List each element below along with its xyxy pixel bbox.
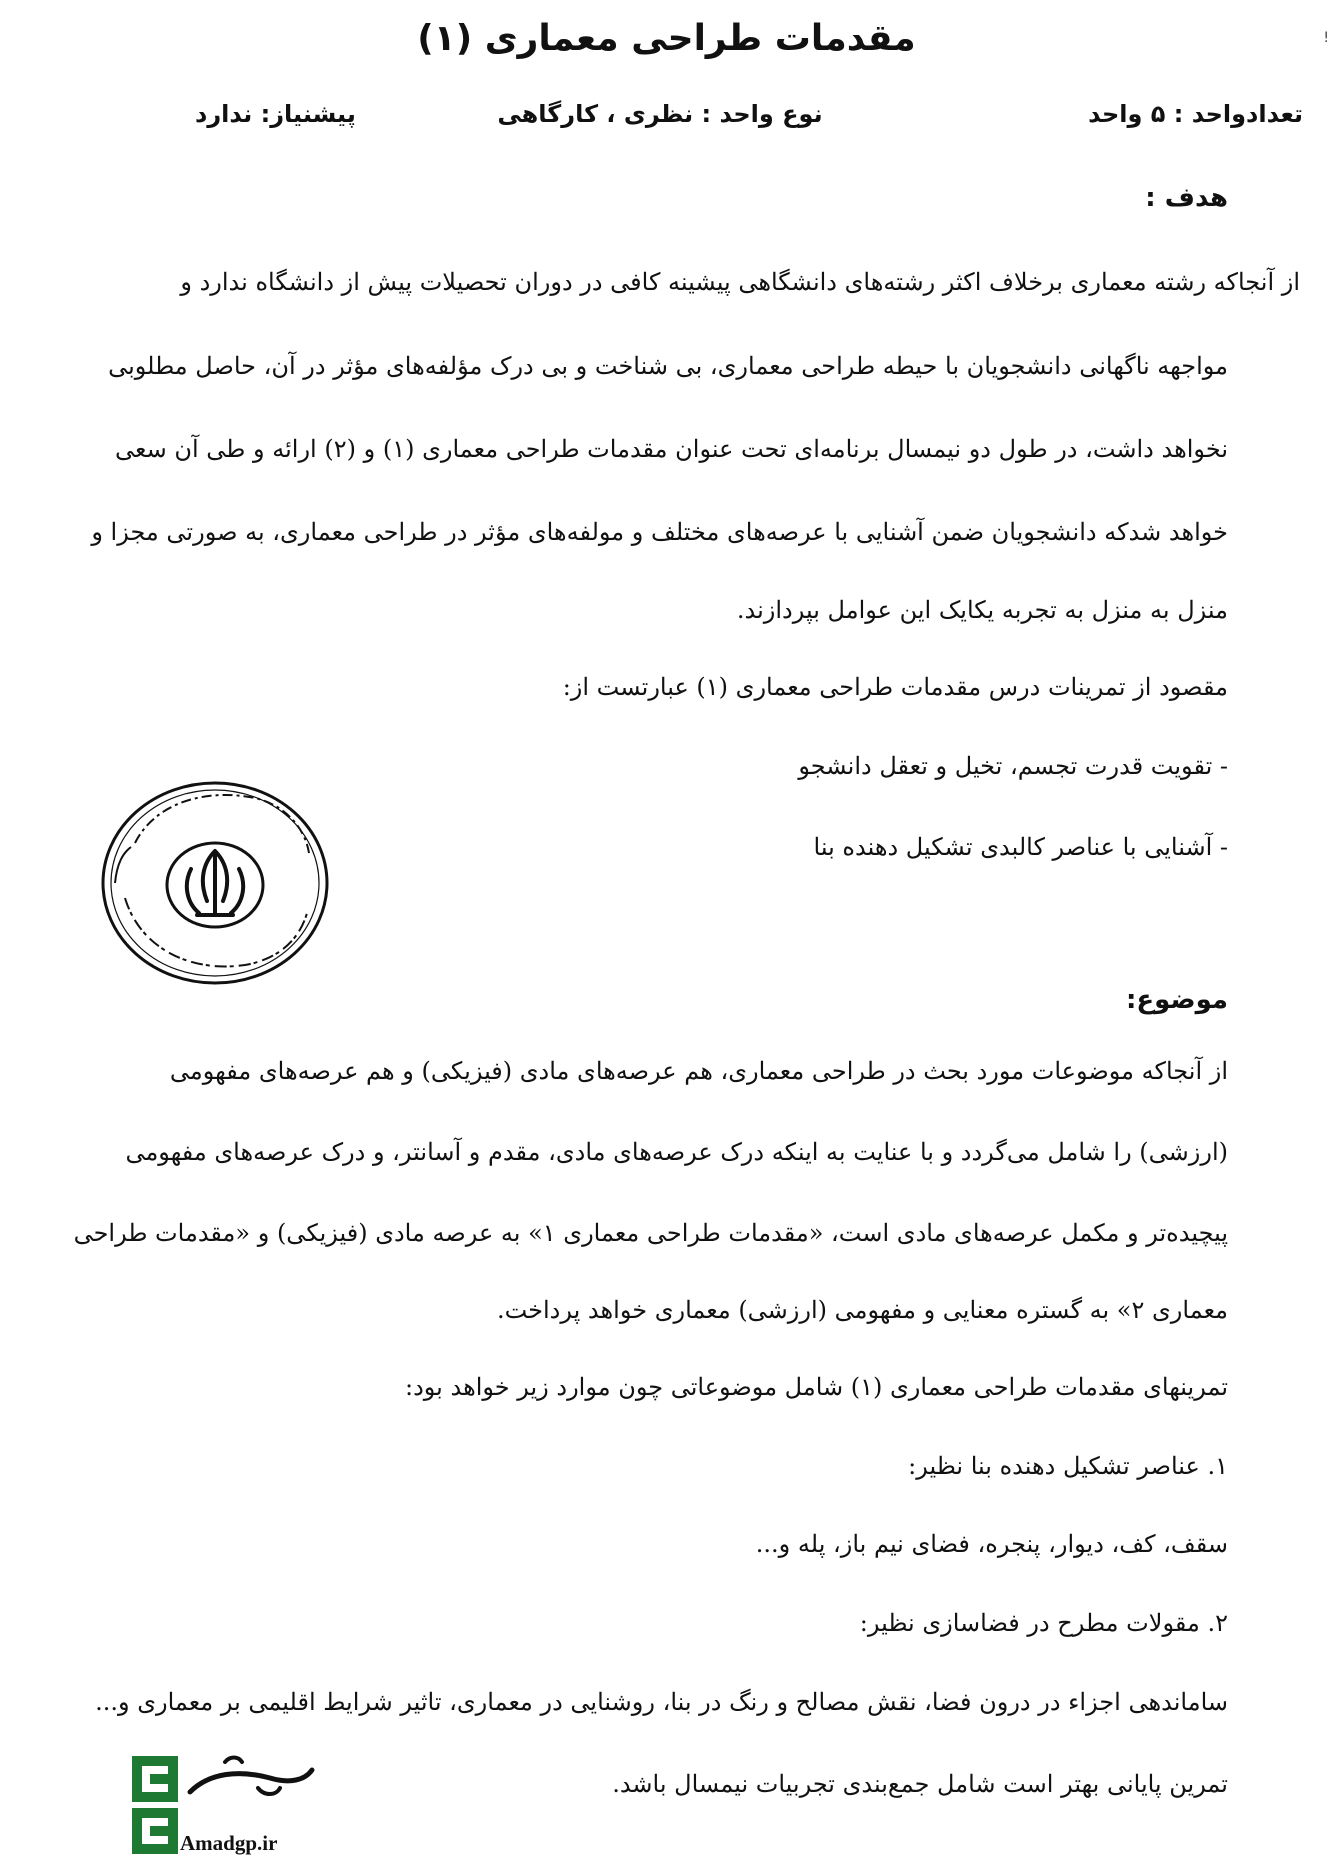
goal-heading: هدف : [1145,183,1228,213]
page-title: مقدمات طراحی معماری (۱) [417,18,916,59]
subject-heading: موضوع: [1126,985,1228,1015]
subject-line: از آنجاکه موضوعات مورد بحث در طراحی معماری، هم عرصه‌های مادی (فیزیکی) و هم عرصه‌های مفهومی [169,1057,1228,1085]
units-count: تعدادواحد : ۵ واحد [1088,100,1303,128]
subject-line: پیچیده‌تر و مکمل عرصه‌های مادی است، «مقدمات طراحی معماری ۱» به عرصه مادی (فیزیکی) و «مقدمات طراحی [73,1219,1228,1247]
unit-type: نوع واحد : نظری ، کارگاهی [497,100,823,128]
goal-line: مواجهه ناگهانی دانشجویان با حیطه طراحی معماری، بی شناخت و بی درک مؤلفه‌های مؤثر در آن، حاصل مطلوبی [108,352,1228,380]
goal-line: منزل به منزل به تجربه یکایک این عوامل بپردازند. [736,596,1228,624]
subject-line: سقف، کف، دیوار، پنجره، فضای نیم باز، پله و... [755,1530,1228,1558]
subject-line: تمرین پایانی بهتر است شامل جمع‌بندی تجربیات نیمسال باشد. [612,1770,1228,1798]
subject-line: ساماندهی اجزاء در درون فضا، نقش مصالح و رنگ در بنا، روشنایی در معماری، تاثیر شرایط اقلیمی بر معماری و... [95,1688,1228,1716]
goal-line: از آنجاکه رشته معماری برخلاف اکثر رشته‌های دانشگاهی پیشینه کافی در دوران تحصیلات پیش از دانشگاه ندارد و [180,268,1300,296]
goal-line: خواهد شدکه دانشجویان ضمن آشنایی با عرصه‌های مختلف و مولفه‌های مؤثر در طراحی معماری، به صورتی مجزا و [91,518,1228,546]
edge-mark: ! [1323,30,1329,46]
goal-bullet: - آشنایی با عناصر کالبدی تشکیل دهنده بنا [813,833,1228,861]
subject-line: (ارزشی) را شامل می‌گردد و با عنایت به اینکه درک عرصه‌های مادی، مقدم و آسانتر، و درک عرصه‌های مفهومی [125,1138,1228,1166]
subject-line: تمرینهای مقدمات طراحی معماری (۱) شامل موضوعاتی چون موارد زیر خواهد بود: [404,1373,1228,1401]
subject-line: معماری ۲» به گستره معنایی و مفهومی (ارزشی) معماری خواهد پرداخت. [496,1296,1228,1324]
prerequisite: پیشنیاز: ندارد [195,100,356,128]
subject-item: ۲. مقولات مطرح در فضاسازی نظیر: [859,1609,1228,1637]
logo-site-text: Amadgp.ir [180,1831,278,1855]
goal-line: نخواهد داشت، در طول دو نیمسال برنامه‌ای تحت عنوان مقدمات طراحی معماری (۱) و (۲) ارائه و طی آن سعی [115,435,1228,463]
seal-emblem-icon [95,773,335,993]
official-seal [95,773,335,993]
goal-line: مقصود از تمرینات درس مقدمات طراحی معماری (۱) عبارتست از: [562,673,1228,701]
subject-item: ۱. عناصر تشکیل دهنده بنا نظیر: [908,1452,1228,1480]
goal-bullet: - تقویت قدرت تجسم، تخیل و تعقل دانشجو [798,752,1228,780]
